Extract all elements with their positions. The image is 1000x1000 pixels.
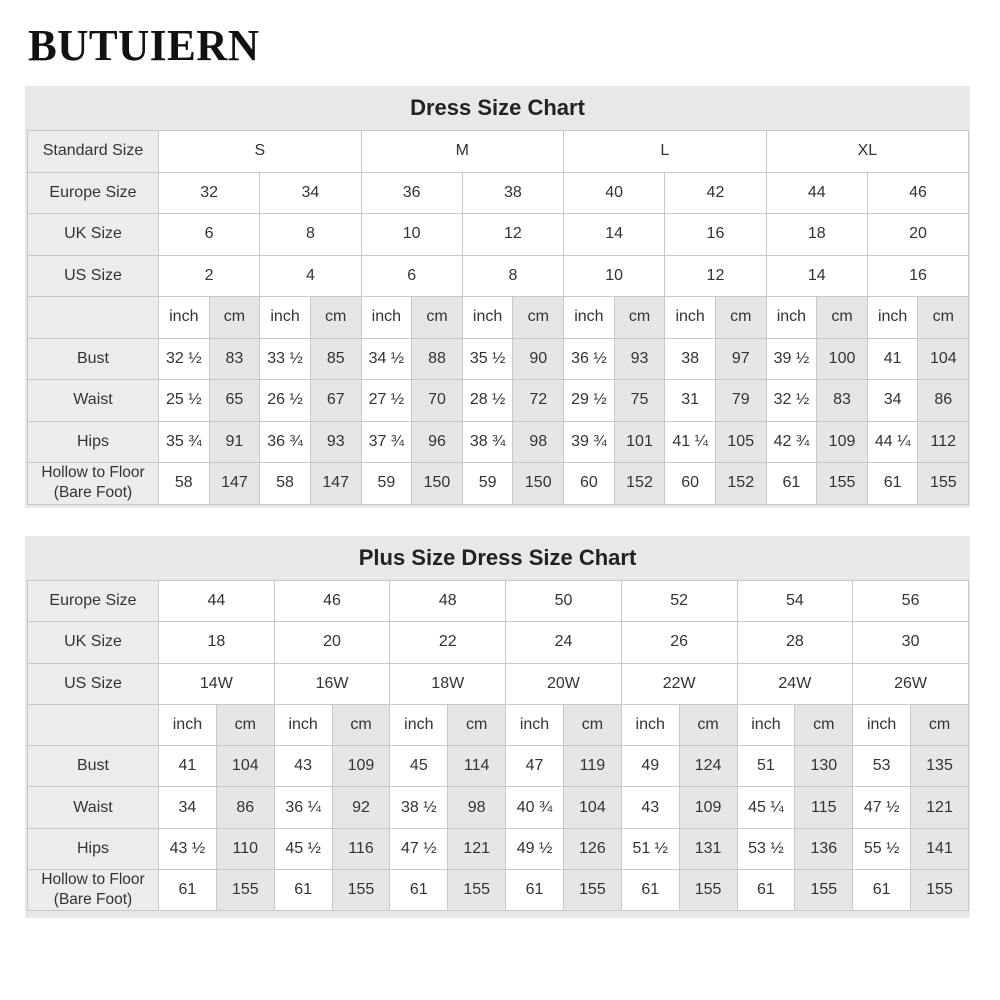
hips-value-cell: 41 ¼ — [665, 421, 716, 463]
europe-size-cell: 32 — [159, 172, 260, 214]
europe-size-cell: 38 — [462, 172, 563, 214]
unit-cm-cell: cm — [614, 297, 665, 339]
uk-size-cell: 18 — [766, 214, 867, 256]
bust-value-cell: 85 — [310, 338, 361, 380]
bust-row — [28, 746, 969, 787]
plus-size-dress-size-chart — [25, 536, 970, 918]
bust-value-cell: 33 ½ — [260, 338, 311, 380]
hollow-value-cell: 61 — [506, 870, 564, 911]
bust-value-cell: 43 — [274, 746, 332, 787]
europe-size-cell: 34 — [260, 172, 361, 214]
hollow-value-cell: 150 — [412, 463, 463, 505]
uk-size-cell: 10 — [361, 214, 462, 256]
waist-value-cell: 72 — [513, 380, 564, 422]
uk-size-cell: 18 — [159, 622, 275, 663]
europe-size-cell: 44 — [159, 581, 275, 622]
bust-value-cell: 114 — [448, 746, 506, 787]
hollow-value-cell: 60 — [665, 463, 716, 505]
hips-value-cell: 35 ¾ — [159, 421, 210, 463]
dress-size-chart — [25, 86, 970, 508]
bust-value-cell: 39 ½ — [766, 338, 817, 380]
empty-label-cell — [28, 704, 159, 745]
size-table — [27, 580, 969, 911]
unit-cm-cell: cm — [332, 704, 390, 745]
hollow-value-cell: 155 — [332, 870, 390, 911]
hollow-value-cell: 61 — [766, 463, 817, 505]
hollow-value-cell: 59 — [361, 463, 412, 505]
waist-value-cell: 40 ¾ — [506, 787, 564, 828]
hollow-value-cell: 147 — [209, 463, 260, 505]
bust-value-cell: 83 — [209, 338, 260, 380]
hips-value-cell: 126 — [563, 828, 621, 869]
waist-value-cell: 31 — [665, 380, 716, 422]
brand-logo: BUTUIERN — [28, 21, 260, 70]
unit-cm-cell: cm — [679, 704, 737, 745]
unit-row — [28, 704, 969, 745]
row-label-hollow-to-floor — [28, 463, 159, 505]
waist-value-cell: 28 ½ — [462, 380, 513, 422]
us-size-cell: 16 — [867, 255, 968, 297]
waist-value-cell: 29 ½ — [564, 380, 615, 422]
hips-value-cell: 141 — [911, 828, 969, 869]
bust-value-cell: 53 — [853, 746, 911, 787]
us-size-cell: 16W — [274, 663, 390, 704]
hips-row — [28, 421, 969, 463]
row-label-bust: Bust — [28, 338, 159, 380]
unit-cm-cell: cm — [412, 297, 463, 339]
unit-inch-cell: inch — [159, 704, 217, 745]
uk-size-cell: 20 — [867, 214, 968, 256]
hips-value-cell: 101 — [614, 421, 665, 463]
us-size-cell: 14W — [159, 663, 275, 704]
waist-value-cell: 79 — [715, 380, 766, 422]
us-size-cell: 8 — [462, 255, 563, 297]
hips-value-cell: 91 — [209, 421, 260, 463]
hollow-value-cell: 61 — [621, 870, 679, 911]
hips-value-cell: 42 ¾ — [766, 421, 817, 463]
hips-value-cell: 49 ½ — [506, 828, 564, 869]
waist-value-cell: 26 ½ — [260, 380, 311, 422]
waist-value-cell: 43 — [621, 787, 679, 828]
bust-value-cell: 47 — [506, 746, 564, 787]
bust-value-cell: 97 — [715, 338, 766, 380]
label-line: (Bare Foot) — [53, 891, 133, 909]
unit-inch-cell: inch — [361, 297, 412, 339]
bust-value-cell: 49 — [621, 746, 679, 787]
unit-cm-cell: cm — [216, 704, 274, 745]
uk-size-row — [28, 622, 969, 663]
standard-size-cell: S — [159, 131, 362, 173]
hollow-value-cell: 155 — [563, 870, 621, 911]
bust-value-cell: 124 — [679, 746, 737, 787]
bust-value-cell: 135 — [911, 746, 969, 787]
hollow-value-cell: 58 — [260, 463, 311, 505]
us-size-cell: 22W — [621, 663, 737, 704]
label-line: Hollow to Floor — [41, 871, 145, 889]
waist-value-cell: 65 — [209, 380, 260, 422]
hollow-row — [28, 870, 969, 911]
bust-value-cell: 130 — [795, 746, 853, 787]
europe-size-cell: 50 — [506, 581, 622, 622]
uk-size-cell: 6 — [159, 214, 260, 256]
hollow-value-cell: 61 — [159, 870, 217, 911]
unit-cm-cell: cm — [310, 297, 361, 339]
hollow-value-cell: 150 — [513, 463, 564, 505]
row-label-waist: Waist — [28, 787, 159, 828]
europe-size-cell: 46 — [867, 172, 968, 214]
bust-value-cell: 38 — [665, 338, 716, 380]
hollow-value-cell: 61 — [853, 870, 911, 911]
hips-value-cell: 136 — [795, 828, 853, 869]
row-label-europe: Europe Size — [28, 581, 159, 622]
hips-value-cell: 53 ½ — [737, 828, 795, 869]
us-size-cell: 4 — [260, 255, 361, 297]
uk-size-cell: 16 — [665, 214, 766, 256]
hollow-value-cell: 155 — [817, 463, 868, 505]
waist-row — [28, 380, 969, 422]
us-size-cell: 26W — [853, 663, 969, 704]
hollow-value-cell: 147 — [310, 463, 361, 505]
bust-value-cell: 119 — [563, 746, 621, 787]
row-label-bust: Bust — [28, 746, 159, 787]
bust-row — [28, 338, 969, 380]
us-size-cell: 24W — [737, 663, 853, 704]
unit-cm-cell: cm — [448, 704, 506, 745]
hips-value-cell: 96 — [412, 421, 463, 463]
unit-inch-cell: inch — [390, 704, 448, 745]
uk-size-row — [28, 214, 969, 256]
us-size-cell: 6 — [361, 255, 462, 297]
waist-value-cell: 47 ½ — [853, 787, 911, 828]
bust-value-cell: 51 — [737, 746, 795, 787]
row-label-waist: Waist — [28, 380, 159, 422]
waist-value-cell: 45 ¼ — [737, 787, 795, 828]
unit-cm-cell: cm — [563, 704, 621, 745]
row-label-hips: Hips — [28, 828, 159, 869]
waist-value-cell: 83 — [817, 380, 868, 422]
bust-value-cell: 35 ½ — [462, 338, 513, 380]
us-size-cell: 12 — [665, 255, 766, 297]
hollow-value-cell: 155 — [911, 870, 969, 911]
uk-size-cell: 8 — [260, 214, 361, 256]
hips-value-cell: 110 — [216, 828, 274, 869]
bust-value-cell: 104 — [216, 746, 274, 787]
hollow-row — [28, 463, 969, 505]
hips-value-cell: 37 ¾ — [361, 421, 412, 463]
uk-size-cell: 26 — [621, 622, 737, 663]
hips-value-cell: 44 ¼ — [867, 421, 918, 463]
bust-value-cell: 45 — [390, 746, 448, 787]
waist-value-cell: 86 — [216, 787, 274, 828]
europe-size-cell: 36 — [361, 172, 462, 214]
hips-value-cell: 39 ¾ — [564, 421, 615, 463]
hips-value-cell: 109 — [817, 421, 868, 463]
row-label-uk: UK Size — [28, 622, 159, 663]
hips-value-cell: 45 ½ — [274, 828, 332, 869]
bust-value-cell: 104 — [918, 338, 969, 380]
unit-cm-cell: cm — [911, 704, 969, 745]
hips-value-cell: 51 ½ — [621, 828, 679, 869]
row-label-us: US Size — [28, 663, 159, 704]
hips-value-cell: 55 ½ — [853, 828, 911, 869]
us-size-cell: 14 — [766, 255, 867, 297]
standard-size-row — [28, 131, 969, 173]
waist-value-cell: 25 ½ — [159, 380, 210, 422]
us-size-cell: 20W — [506, 663, 622, 704]
standard-size-cell: M — [361, 131, 564, 173]
unit-cm-cell: cm — [209, 297, 260, 339]
label-line: (Bare Foot) — [53, 484, 133, 502]
waist-value-cell: 98 — [448, 787, 506, 828]
hollow-value-cell: 155 — [216, 870, 274, 911]
label-line: Hollow to Floor — [41, 464, 145, 482]
bust-value-cell: 41 — [867, 338, 918, 380]
waist-value-cell: 36 ¼ — [274, 787, 332, 828]
us-size-row — [28, 663, 969, 704]
row-label-europe: Europe Size — [28, 172, 159, 214]
unit-inch-cell: inch — [274, 704, 332, 745]
waist-value-cell: 109 — [679, 787, 737, 828]
europe-size-cell: 54 — [737, 581, 853, 622]
hips-value-cell: 93 — [310, 421, 361, 463]
chart-title: Dress Size Chart — [410, 95, 585, 120]
waist-value-cell: 34 — [159, 787, 217, 828]
row-label-uk: UK Size — [28, 214, 159, 256]
hollow-value-cell: 58 — [159, 463, 210, 505]
hips-value-cell: 131 — [679, 828, 737, 869]
europe-size-row — [28, 581, 969, 622]
europe-size-cell: 42 — [665, 172, 766, 214]
hips-value-cell: 121 — [448, 828, 506, 869]
uk-size-cell: 12 — [462, 214, 563, 256]
bust-value-cell: 34 ½ — [361, 338, 412, 380]
uk-size-cell: 14 — [564, 214, 665, 256]
hollow-value-cell: 155 — [679, 870, 737, 911]
unit-inch-cell: inch — [853, 704, 911, 745]
bust-value-cell: 88 — [412, 338, 463, 380]
uk-size-cell: 28 — [737, 622, 853, 663]
us-size-cell: 10 — [564, 255, 665, 297]
hollow-value-cell: 59 — [462, 463, 513, 505]
waist-value-cell: 121 — [911, 787, 969, 828]
bust-value-cell: 100 — [817, 338, 868, 380]
bust-value-cell: 32 ½ — [159, 338, 210, 380]
unit-inch-cell: inch — [564, 297, 615, 339]
hips-value-cell: 38 ¾ — [462, 421, 513, 463]
waist-value-cell: 67 — [310, 380, 361, 422]
waist-value-cell: 32 ½ — [766, 380, 817, 422]
hips-row — [28, 828, 969, 869]
hips-value-cell: 105 — [715, 421, 766, 463]
waist-value-cell: 86 — [918, 380, 969, 422]
europe-size-cell: 52 — [621, 581, 737, 622]
unit-inch-cell: inch — [867, 297, 918, 339]
us-size-row — [28, 255, 969, 297]
europe-size-cell: 40 — [564, 172, 665, 214]
row-label-hips: Hips — [28, 421, 159, 463]
waist-value-cell: 115 — [795, 787, 853, 828]
uk-size-cell: 24 — [506, 622, 622, 663]
europe-size-cell: 56 — [853, 581, 969, 622]
size-table — [27, 130, 969, 505]
chart-title: Plus Size Dress Size Chart — [358, 545, 637, 570]
standard-size-cell: XL — [766, 131, 969, 173]
unit-cm-cell: cm — [795, 704, 853, 745]
unit-row — [28, 297, 969, 339]
unit-inch-cell: inch — [766, 297, 817, 339]
hollow-value-cell: 61 — [737, 870, 795, 911]
uk-size-cell: 30 — [853, 622, 969, 663]
hips-value-cell: 47 ½ — [390, 828, 448, 869]
hollow-value-cell: 61 — [867, 463, 918, 505]
unit-inch-cell: inch — [462, 297, 513, 339]
bust-value-cell: 36 ½ — [564, 338, 615, 380]
unit-cm-cell: cm — [715, 297, 766, 339]
us-size-cell: 18W — [390, 663, 506, 704]
bust-value-cell: 93 — [614, 338, 665, 380]
waist-value-cell: 70 — [412, 380, 463, 422]
unit-inch-cell: inch — [159, 297, 210, 339]
bust-value-cell: 109 — [332, 746, 390, 787]
waist-value-cell: 38 ½ — [390, 787, 448, 828]
waist-value-cell: 27 ½ — [361, 380, 412, 422]
waist-value-cell: 92 — [332, 787, 390, 828]
hollow-value-cell: 60 — [564, 463, 615, 505]
unit-cm-cell: cm — [817, 297, 868, 339]
uk-size-cell: 20 — [274, 622, 390, 663]
waist-row — [28, 787, 969, 828]
hips-value-cell: 43 ½ — [159, 828, 217, 869]
hollow-value-cell: 152 — [715, 463, 766, 505]
hollow-value-cell: 61 — [274, 870, 332, 911]
hollow-value-cell: 61 — [390, 870, 448, 911]
standard-size-cell: L — [564, 131, 767, 173]
unit-inch-cell: inch — [665, 297, 716, 339]
europe-size-cell: 46 — [274, 581, 390, 622]
hollow-value-cell: 155 — [448, 870, 506, 911]
hips-value-cell: 112 — [918, 421, 969, 463]
bust-value-cell: 90 — [513, 338, 564, 380]
hollow-value-cell: 152 — [614, 463, 665, 505]
waist-value-cell: 34 — [867, 380, 918, 422]
bust-value-cell: 41 — [159, 746, 217, 787]
hips-value-cell: 98 — [513, 421, 564, 463]
hips-value-cell: 36 ¾ — [260, 421, 311, 463]
unit-inch-cell: inch — [621, 704, 679, 745]
row-label-hollow-to-floor — [28, 870, 159, 911]
unit-inch-cell: inch — [506, 704, 564, 745]
row-label-standard: Standard Size — [28, 131, 159, 173]
row-label-us: US Size — [28, 255, 159, 297]
unit-inch-cell: inch — [260, 297, 311, 339]
hips-value-cell: 116 — [332, 828, 390, 869]
europe-size-cell: 48 — [390, 581, 506, 622]
hollow-value-cell: 155 — [918, 463, 969, 505]
us-size-cell: 2 — [159, 255, 260, 297]
unit-cm-cell: cm — [918, 297, 969, 339]
unit-cm-cell: cm — [513, 297, 564, 339]
waist-value-cell: 75 — [614, 380, 665, 422]
uk-size-cell: 22 — [390, 622, 506, 663]
europe-size-cell: 44 — [766, 172, 867, 214]
empty-label-cell — [28, 297, 159, 339]
unit-inch-cell: inch — [737, 704, 795, 745]
hollow-value-cell: 155 — [795, 870, 853, 911]
europe-size-row — [28, 172, 969, 214]
waist-value-cell: 104 — [563, 787, 621, 828]
